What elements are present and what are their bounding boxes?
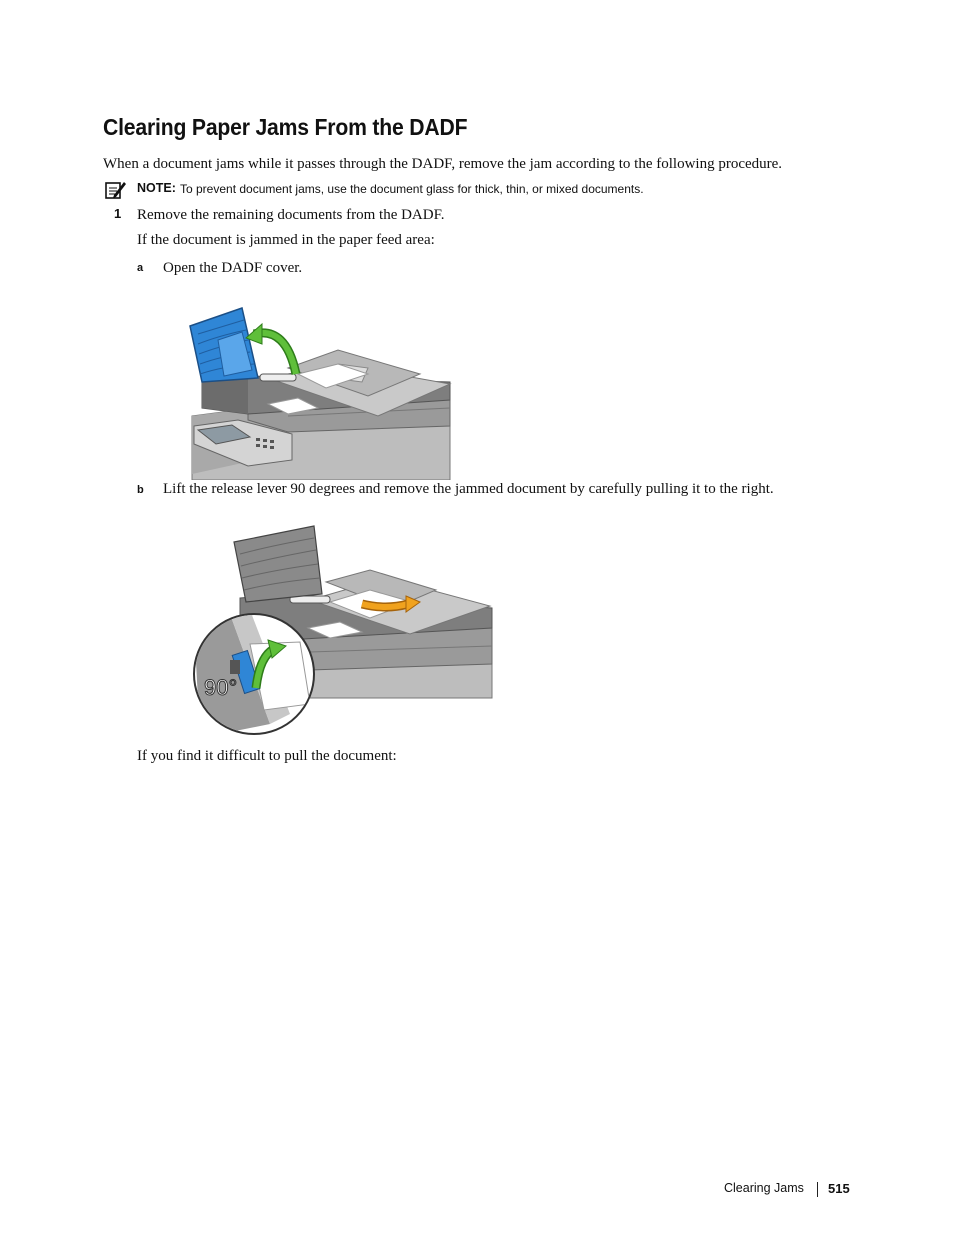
substep-text: Lift the release lever 90 degrees and remove the jammed document by carefully pulling it to the right. — [163, 481, 774, 497]
note-pencil-icon — [105, 180, 127, 200]
page-number: 515 — [828, 1181, 850, 1196]
footer-divider — [817, 1182, 818, 1197]
note-label: NOTE: — [137, 181, 176, 195]
page-title: Clearing Paper Jams From the DADF — [103, 114, 468, 140]
after-figure-text: If you find it difficult to pull the document: — [137, 748, 397, 764]
intro-paragraph: When a document jams while it passes through the DADF, remove the jam according to the following procedure. — [103, 156, 783, 172]
substep-text: Open the DADF cover. — [163, 260, 303, 276]
substep-letter: a — [137, 262, 144, 274]
step-text: Remove the remaining documents from the DADF. — [137, 207, 445, 223]
figure-open-dadf-cover — [188, 304, 456, 480]
substep-letter: b — [137, 484, 144, 496]
footer-section-title: Clearing Jams — [724, 1181, 804, 1195]
angle-label: 90° — [204, 675, 238, 700]
step-number: 1 — [114, 206, 122, 221]
figure-lift-release-lever — [190, 524, 496, 738]
step-condition: If the document is jammed in the paper feed area: — [137, 232, 435, 248]
note-text: To prevent document jams, use the document glass for thick, thin, or mixed documents. — [180, 182, 644, 196]
